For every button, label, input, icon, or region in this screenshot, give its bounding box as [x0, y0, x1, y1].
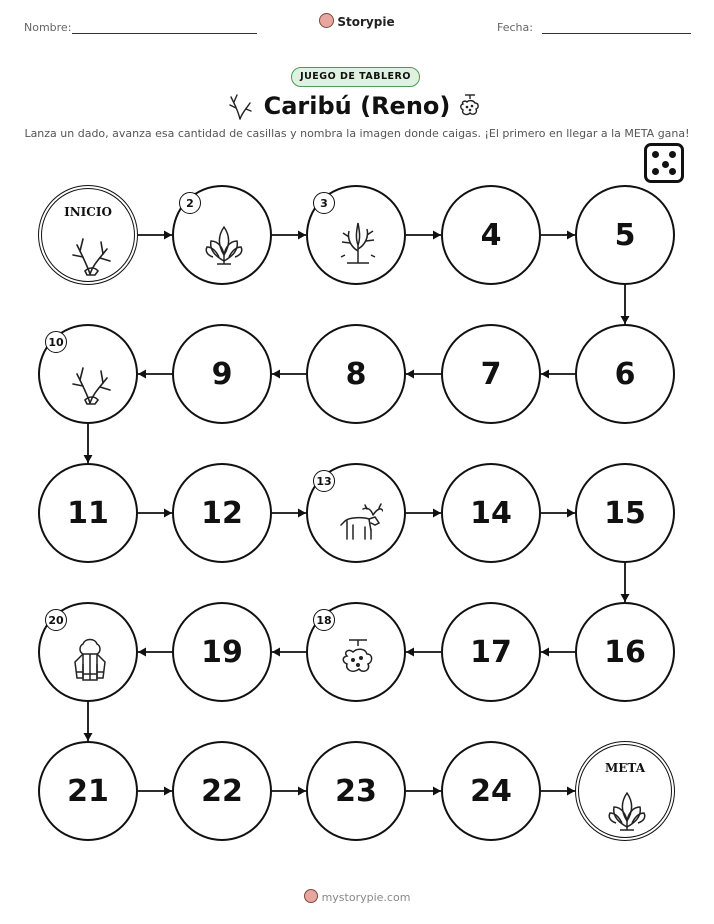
arrow-head-icon [298, 231, 306, 240]
board-space-14 [441, 463, 541, 563]
board-space-13 [306, 463, 406, 563]
board-space-23 [306, 741, 406, 841]
arrow-head-icon [621, 594, 630, 602]
space-number: 19 [201, 634, 243, 670]
space-label-inicio: INICIO [64, 205, 112, 219]
footer [0, 889, 714, 904]
arrow-head-icon [138, 370, 146, 379]
space-number-badge: 18 [313, 609, 335, 631]
board-space-22 [172, 741, 272, 841]
lichen-plant-icon [199, 217, 249, 267]
space-number: 22 [201, 773, 243, 809]
arrow-head-icon [272, 648, 280, 657]
space-number: 24 [470, 773, 512, 809]
board-space-4 [441, 185, 541, 285]
arrow-head-icon [621, 316, 630, 324]
parka-icon [65, 634, 115, 684]
space-number: 17 [470, 634, 512, 670]
arrow-head-icon [138, 648, 146, 657]
arrow-head-icon [541, 648, 549, 657]
board-space-19 [172, 602, 272, 702]
space-number: 4 [480, 217, 502, 253]
board-space-6 [575, 324, 675, 424]
board-space-20 [38, 602, 138, 702]
space-number: 5 [614, 217, 636, 253]
board-space-17 [441, 602, 541, 702]
board-space-15 [575, 463, 675, 563]
arrow-head-icon [84, 455, 93, 463]
arrow-head-icon [406, 648, 414, 657]
board-space-meta [575, 741, 675, 841]
moose-icon [333, 495, 383, 545]
arrow-head-icon [567, 231, 575, 240]
space-label-meta: META [604, 761, 645, 775]
game-type-badge: JUEGO DE TABLERO [291, 67, 420, 87]
space-number-badge: 20 [45, 609, 67, 631]
space-number: 9 [211, 356, 233, 392]
board-space-2 [172, 185, 272, 285]
arrow-head-icon [84, 733, 93, 741]
space-number: 14 [470, 495, 512, 531]
instructions: Lanza un dado, avanza esa cantidad de casillas y nombra la imagen donde caigas. ¡El primero en llegar a la META gana! [24, 127, 690, 140]
brand-name: Storypie [337, 15, 395, 29]
arrow-head-icon [433, 787, 441, 796]
arrow-head-icon [567, 787, 575, 796]
arrow-head-icon [541, 370, 549, 379]
space-number: 6 [614, 356, 636, 392]
space-number-badge: 3 [313, 192, 335, 214]
space-number: 12 [201, 495, 243, 531]
space-number: 23 [335, 773, 377, 809]
arrow-head-icon [298, 509, 306, 518]
board-space-10 [38, 324, 138, 424]
board-space-3 [306, 185, 406, 285]
space-number: 15 [604, 495, 646, 531]
board-space-18 [306, 602, 406, 702]
salt-lick-icon [333, 634, 383, 684]
board-space-9 [172, 324, 272, 424]
page-title: Caribú (Reno) [263, 92, 451, 120]
footer-url[interactable]: mystorypie.com [321, 891, 411, 904]
space-number-badge: 2 [179, 192, 201, 214]
board-space-24 [441, 741, 541, 841]
arrow-head-icon [433, 231, 441, 240]
arrow-head-icon [433, 509, 441, 518]
board-space-5 [575, 185, 675, 285]
name-label: Nombre: [24, 21, 72, 34]
arrow-head-icon [272, 370, 280, 379]
arrow-head-icon [298, 787, 306, 796]
space-number: 8 [345, 356, 367, 392]
arrow-head-icon [164, 231, 172, 240]
board-space-inicio [38, 185, 138, 285]
space-number-badge: 10 [45, 331, 67, 353]
board-space-11 [38, 463, 138, 563]
space-number: 21 [67, 773, 109, 809]
moss-icon [333, 217, 383, 267]
arrow-head-icon [567, 509, 575, 518]
antler-icon [65, 356, 115, 406]
arrow-head-icon [406, 370, 414, 379]
arrow-head-icon [164, 787, 172, 796]
board-space-16 [575, 602, 675, 702]
space-number: 11 [67, 495, 109, 531]
storypie-logo-icon [304, 889, 318, 903]
board-space-8 [306, 324, 406, 424]
date-label: Fecha: [497, 21, 533, 34]
space-number-badge: 13 [313, 470, 335, 492]
board-space-12 [172, 463, 272, 563]
space-number: 16 [604, 634, 646, 670]
arrow-head-icon [164, 509, 172, 518]
lichen-plant-icon [602, 783, 652, 833]
antler-icon [65, 227, 115, 277]
space-number: 7 [480, 356, 502, 392]
board-space-21 [38, 741, 138, 841]
board-space-7 [441, 324, 541, 424]
